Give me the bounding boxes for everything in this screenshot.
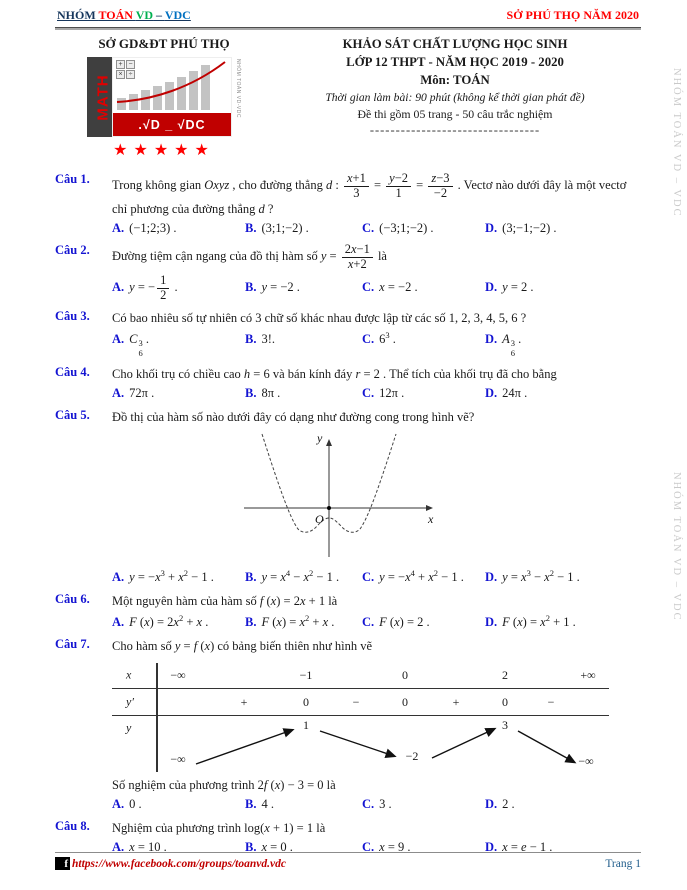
- option-A: [112, 221, 245, 236]
- x-value: 0: [402, 668, 408, 683]
- options-row: [112, 613, 637, 630]
- option-label: C.: [362, 221, 375, 236]
- y-limit: −∞: [170, 751, 186, 766]
- fraction: $\frac{2x-1}{x+2}$: [342, 243, 373, 271]
- five-stars: ★★★★★: [113, 142, 215, 159]
- brand-part: VDC: [164, 8, 191, 22]
- question-6: [55, 592, 637, 630]
- header-right-text: SỞ PHÚ THỌ NĂM 2020: [506, 8, 639, 22]
- sup-sub: 3 6: [510, 338, 516, 358]
- y-axis-label: y: [317, 431, 323, 446]
- logo-math-text: MATH: [94, 74, 112, 121]
- y-max: 3: [502, 717, 508, 732]
- option-label: B.: [245, 332, 257, 347]
- option-label: D.: [485, 614, 498, 629]
- logo-side: [232, 57, 241, 137]
- logo-chart: [113, 58, 231, 113]
- option-C: [362, 797, 485, 812]
- question-number: Câu 8.: [55, 819, 90, 834]
- option-text: x = e − 1 .: [502, 840, 553, 855]
- option-label: B.: [245, 840, 257, 855]
- option-text: (−3;1;−2) .: [379, 221, 434, 236]
- option-label: A.: [112, 280, 125, 294]
- option-label: A.: [112, 569, 125, 584]
- x-value: 2: [502, 668, 508, 683]
- option-text: y = 2 .: [502, 280, 534, 294]
- question-text: Đồ thị của hàm số nào dưới đây có dạng như đường cong trong hình vẽ?: [112, 410, 475, 425]
- option-text: 24π .: [502, 386, 528, 401]
- title-line: Đề thi gồm 05 trang - 50 câu trắc nghiệm: [357, 106, 553, 121]
- option-B: [245, 332, 362, 347]
- facebook-group-link[interactable]: https://www.facebook.com/groups/toanvd.vdc: [72, 857, 286, 870]
- option-text: $y = -x^3 + x^2 - 1$ .: [129, 567, 214, 584]
- option-text: x = 0 .: [261, 840, 293, 855]
- header-divider: [55, 27, 641, 30]
- option-text: F $(x) = 2x^2 + x$ .: [129, 612, 209, 629]
- option-text: A 3 6 .: [502, 332, 522, 358]
- option-text: $y = x^3 - x^2 - 1$ .: [502, 567, 580, 584]
- option-A: [112, 386, 245, 401]
- page-number: Trang 1: [605, 857, 641, 870]
- option-text: F $(x) = x^2 + 1$ .: [502, 612, 576, 629]
- question-8: [55, 819, 637, 855]
- option-label: D.: [485, 332, 498, 347]
- option-D: [485, 280, 637, 295]
- fraction: $\frac{z-3}{-2}$: [428, 172, 452, 200]
- options-row: [112, 567, 637, 584]
- footer-divider: [55, 852, 641, 853]
- brand-part: TOÁN: [98, 8, 136, 22]
- option-A: [112, 274, 245, 302]
- logo-main: [112, 57, 232, 137]
- option-A: [112, 613, 245, 630]
- option-text: 72π .: [129, 386, 155, 401]
- origin-label: O: [315, 512, 324, 527]
- option-text: $6^3$ .: [379, 330, 396, 347]
- option-label: B.: [245, 221, 257, 236]
- fraction: $\frac{x+1}{3}$: [344, 172, 369, 200]
- option-text: 2 .: [502, 797, 515, 812]
- question-text: Trong không gian Oxyz , cho đường thẳng d : $\frac{x+1}{3}$ = $\frac{y-2}{1}$ = $\frac{z-3}{-2}$ . Vectơ nào dưới đây là một vectơ chỉ phương của đường thẳng d ?: [112, 171, 627, 216]
- calc-sign: −: [126, 60, 135, 69]
- option-B: [245, 221, 362, 236]
- title-section: [55, 36, 637, 160]
- option-text: x = 10 .: [129, 840, 167, 855]
- y-limit: −∞: [578, 753, 594, 768]
- title-line: LỚP 12 THPT - NĂM HỌC 2019 - 2020: [346, 54, 564, 69]
- option-D: [485, 332, 637, 358]
- math-vd-vdc-logo: [87, 57, 241, 137]
- brand-part: –: [153, 8, 165, 22]
- option-B: [245, 567, 362, 584]
- origin-dot: [327, 506, 331, 510]
- option-text: (−1;2;3) .: [129, 221, 177, 236]
- question-number: Câu 1.: [55, 172, 90, 186]
- question-number: Câu 3.: [55, 309, 90, 324]
- question-number: Câu 7.: [55, 636, 90, 651]
- option-label: D.: [485, 797, 498, 812]
- question-text: Nghiệm của phương trình log(x + 1) = 1 là: [112, 821, 326, 836]
- option-text: $y = x^4 - x^2 - 1$ .: [261, 567, 340, 584]
- sign: +: [452, 694, 460, 709]
- option-text: F (x) = 2 .: [379, 614, 430, 629]
- option-D: [485, 567, 637, 584]
- question-text: Đường tiệm cận ngang của đồ thị hàm số y = $\frac{2x-1}{x+2}$ là: [112, 242, 387, 271]
- x-value: −∞: [170, 668, 186, 683]
- facebook-icon: f: [55, 857, 70, 870]
- variation-table: [112, 663, 609, 772]
- option-C: [362, 386, 485, 401]
- option-label: D.: [485, 840, 498, 855]
- option-label: A.: [112, 332, 125, 347]
- questions: [55, 172, 637, 855]
- department-title: SỞ GD&ĐT PHÚ THỌ: [98, 36, 230, 51]
- option-D: [485, 797, 637, 812]
- option-label: D.: [485, 569, 498, 584]
- option-text: $y = -x^4 + x^2 - 1$ .: [379, 567, 464, 584]
- question-text-continued: Số nghiệm của phương trình 2f (x) − 3 = 0 là: [112, 777, 336, 792]
- calculator-icon: [116, 60, 135, 79]
- option-label: A.: [112, 221, 125, 236]
- row-label-y-prime: y′: [126, 694, 134, 709]
- question-number: Câu 2.: [55, 243, 90, 258]
- sign: 0: [502, 694, 508, 709]
- title-line: Môn: TOÁN: [420, 72, 490, 87]
- fraction: $\frac{1}{2}$: [157, 274, 169, 302]
- option-D: [485, 613, 637, 630]
- page-content: [55, 36, 637, 862]
- exam-title-lines: [273, 36, 637, 160]
- options-row: [112, 330, 637, 358]
- sign: 0: [402, 694, 408, 709]
- question-5: [55, 408, 637, 584]
- sign: −: [547, 694, 555, 709]
- title-line: Thời gian làm bài: 90 phút (không kể thời gian phát đề): [325, 90, 585, 104]
- option-C: [362, 221, 485, 236]
- sign: −: [352, 694, 360, 709]
- question-2: [55, 243, 637, 302]
- option-D: [485, 386, 637, 401]
- y-min: −2: [405, 748, 419, 763]
- table-row-y: [112, 716, 609, 772]
- option-text: y = −2 .: [261, 280, 300, 294]
- table-row-x: [112, 663, 609, 689]
- fraction: $\frac{y-2}{1}$: [386, 172, 411, 200]
- option-label: B.: [245, 386, 257, 401]
- option-text: x = 9 .: [379, 840, 411, 855]
- x-axis-label: x: [428, 512, 434, 527]
- table-row-y-prime: [112, 689, 609, 716]
- option-B: [245, 797, 362, 812]
- option-text: 0 .: [129, 797, 142, 812]
- option-B: [245, 613, 362, 630]
- title-line: ---------------------------------: [369, 123, 541, 138]
- option-label: A.: [112, 840, 125, 855]
- option-label: B.: [245, 280, 257, 294]
- logo-left-strip: [87, 57, 112, 137]
- sign: 0: [303, 694, 309, 709]
- function-graph: [232, 430, 447, 564]
- question-7: [55, 637, 637, 812]
- option-label: A.: [112, 614, 125, 629]
- option-text: 12π .: [379, 386, 405, 401]
- option-label: C.: [362, 614, 375, 629]
- option-C: [362, 330, 485, 347]
- option-text: 3 .: [379, 797, 392, 812]
- option-C: [362, 280, 485, 295]
- option-label: D.: [485, 221, 498, 236]
- option-label: C.: [362, 332, 375, 347]
- logo-band-text: .√D _ √DC: [113, 113, 231, 136]
- question-4: [55, 365, 637, 401]
- x-value: +∞: [580, 668, 596, 683]
- sign: +: [240, 694, 248, 709]
- option-A: [112, 567, 245, 584]
- option-label: D.: [485, 280, 498, 294]
- option-text: x = −2 .: [379, 280, 418, 294]
- question-text: Cho khối trụ có chiều cao h = 6 và bán kính đáy r = 2 . Thể tích của khối trụ đã cho bằng: [112, 367, 557, 382]
- option-text: 4 .: [261, 797, 274, 812]
- y-max: 1: [303, 717, 309, 732]
- options-row: [112, 386, 637, 401]
- title-line: KHẢO SÁT CHẤT LƯỢNG HỌC SINH: [342, 37, 568, 51]
- option-label: C.: [362, 840, 375, 855]
- side-watermark-middle: NHÓM TOÁN VD – VDC: [671, 472, 682, 622]
- option-label: B.: [245, 614, 257, 629]
- brand-text: [57, 8, 191, 23]
- option-text: y = − $\frac{1}{2}$ .: [129, 273, 178, 302]
- option-text: 8π .: [261, 386, 281, 401]
- calc-sign: ÷: [126, 70, 135, 79]
- variation-arrows: [112, 716, 609, 772]
- option-label: B.: [245, 797, 257, 812]
- page-footer: [55, 857, 641, 870]
- brand-part: NHÓM: [57, 8, 99, 22]
- option-B: [245, 386, 362, 401]
- option-label: B.: [245, 569, 257, 584]
- option-text: 3!.: [261, 332, 276, 347]
- option-C: [362, 615, 485, 630]
- calc-sign: ×: [116, 70, 125, 79]
- option-text: F $(x) = x^2 + x$ .: [261, 612, 335, 629]
- question-text: Có bao nhiêu số tự nhiên có 3 chữ số khác nhau được lập từ các số 1, 2, 3, 4, 5, 6 ?: [112, 311, 527, 326]
- question-3: [55, 309, 637, 358]
- side-watermark-top: NHÓM TOÁN VD – VDC: [671, 68, 682, 218]
- option-text: (3;1;−2) .: [261, 221, 309, 236]
- option-B: [245, 280, 362, 295]
- row-label-x: x: [126, 667, 132, 682]
- brand-part: VD: [135, 8, 154, 22]
- sup-sub: 3 6: [138, 338, 143, 358]
- option-A: [112, 332, 245, 358]
- row-label-y: y: [126, 720, 132, 735]
- question-text: Một nguyên hàm của hàm số f (x) = 2x + 1 là: [112, 593, 338, 608]
- x-value: −1: [299, 668, 313, 683]
- question-number: Câu 5.: [55, 408, 90, 423]
- option-label: A.: [112, 386, 125, 401]
- option-label: D.: [485, 386, 498, 401]
- option-label: C.: [362, 569, 375, 584]
- options-row: [112, 274, 637, 302]
- option-text: (3;−1;−2) .: [502, 221, 557, 236]
- calc-sign: +: [116, 60, 125, 69]
- option-text: C 3 6 .: [129, 332, 149, 358]
- question-number: Câu 4.: [55, 365, 90, 380]
- option-label: C.: [362, 386, 375, 401]
- question-text: Cho hàm số y = f (x) có bảng biến thiên như hình vẽ: [112, 638, 373, 653]
- option-D: [485, 221, 637, 236]
- options-row: [112, 221, 637, 236]
- option-label: C.: [362, 280, 375, 294]
- option-C: [362, 567, 485, 584]
- logo-side-text: NHÓM TOÁN VD-VDC: [235, 59, 241, 118]
- option-label: A.: [112, 797, 125, 812]
- question-1: [55, 172, 637, 236]
- option-A: [112, 797, 245, 812]
- page-header: [57, 8, 639, 23]
- question-number: Câu 6.: [55, 591, 90, 606]
- option-label: C.: [362, 797, 375, 812]
- options-row: [112, 797, 637, 812]
- title-left: [55, 36, 273, 160]
